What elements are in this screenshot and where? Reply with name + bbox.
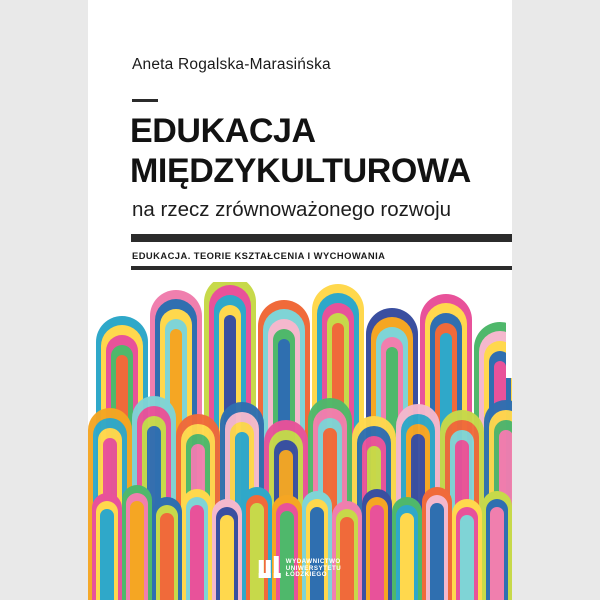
title-line-2: MIĘDZYKULTUROWA <box>130 152 471 190</box>
series-title: EDUKACJA. TEORIE KSZTAŁCENIA I WYCHOWANIA <box>132 250 386 261</box>
artwork-svg <box>88 282 512 600</box>
short-rule-divider <box>132 99 158 102</box>
thin-rule-divider <box>131 266 512 270</box>
ul-monogram-icon <box>259 556 281 582</box>
thick-rule-divider <box>131 234 512 242</box>
publisher-line-3: ŁÓDZKIEGO <box>285 571 328 579</box>
publisher-logo <box>259 556 342 582</box>
book-cover <box>88 0 512 600</box>
subtitle: na rzecz zrównoważonego rozwoju <box>132 198 452 221</box>
author-name: Aneta Rogalska-Marasińska <box>132 56 331 73</box>
marbled-paper-artwork <box>88 282 512 600</box>
publisher-line-2: UNIWERSYTETU <box>285 564 342 572</box>
publisher-line-1: WYDAWNICTWO <box>285 558 341 566</box>
title-line-1: EDUKACJA <box>130 112 316 150</box>
